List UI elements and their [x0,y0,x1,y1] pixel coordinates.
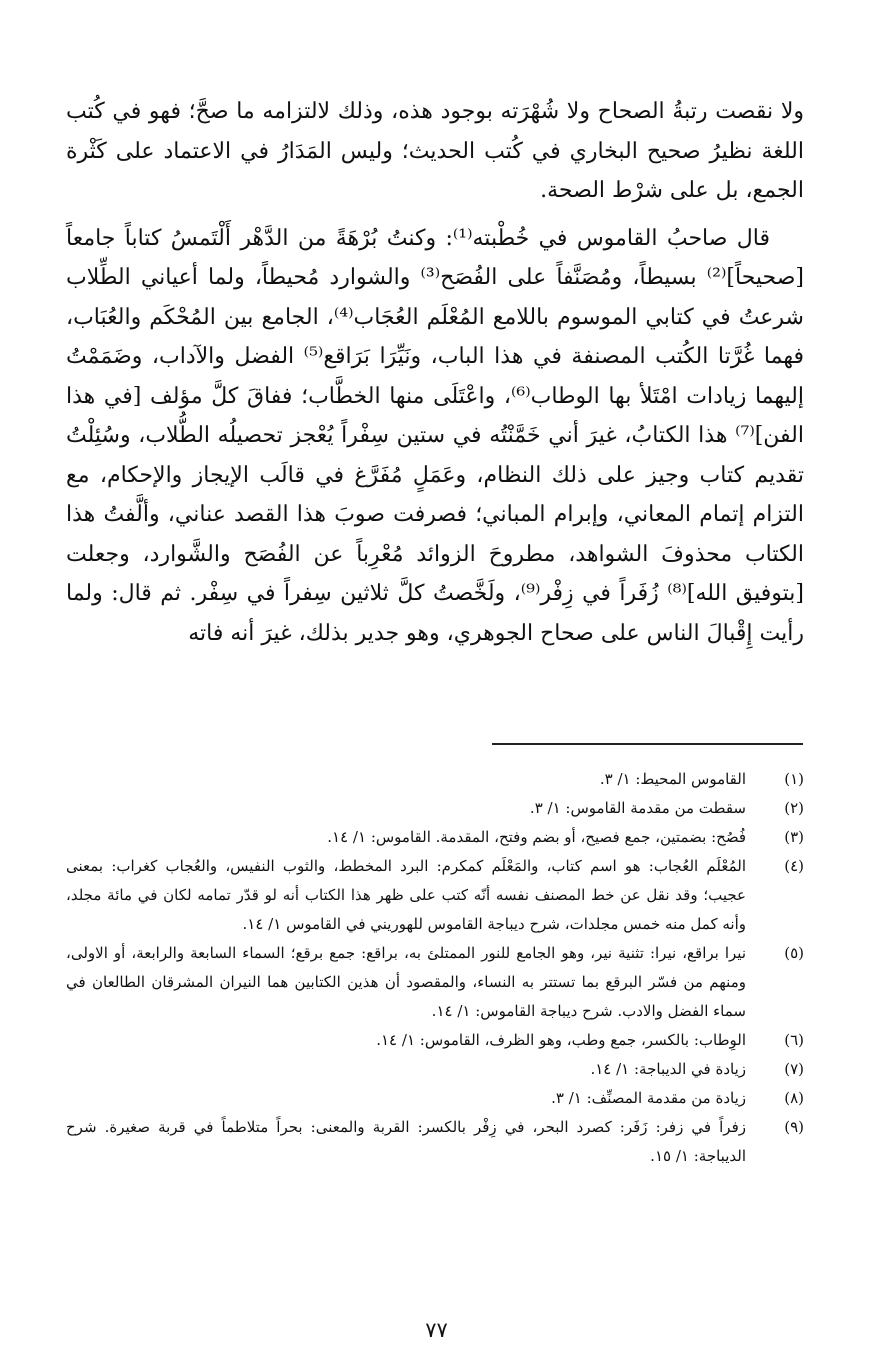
footnote-text: المُعْلَم العُجاب: هو اسم كتاب، والمَعْلَم كمكرم: البرد المخطط، والثوب النفيس، والعُجاب كغراب: بمعنى عجيب؛ وقد نقل عن خط المصنف نفسه أنّه كتب على ظهر هذا الكتاب أنه لو قدّر تمامه لكان في مائة مجلد، وأنه كمل منه خمس مجلدات، شرح ديباجة القاموس للهوريني في القاموس ١/ ١٤. [66,857,746,933]
footnote-number: (٧) [784,1060,804,1078]
paragraph-2: قال صاحبُ القاموس في خُطْبته⁽¹⁾: وكنتُ بُرْهَةً من الدَّهْر أَلْتَمسُ كتاباً جامعاً [صحيحاً]⁽²⁾ بسيطاً، ومُصَنَّفاً على الفُصَح⁽³⁾ والشوارد مُحيطاً، ولما أعياني الطِّلاب شرعتُ في كتابي الموسوم باللامع المُعْلَم العُجَاب⁽⁴⁾، الجامع بين المُحْكَم والعُبَاب، فهما غُرَّتا الكُتب المصنفة في هذا الباب، ونَيِّرَا بَرَاقع⁽⁵⁾ الفضل والآداب، وضَمَمْتُ إليهما زيادات امْتَلأ بها الوطاب⁽⁶⁾، واعْتَلَى منها الخطَّاب؛ ففاقَ كلَّ مؤلف [في هذا الفن]⁽⁷⁾ هذا الكتابُ، غيرَ أني خَمَّنْتُه في ستين سِفْراً يُعْجز تحصيلُه الطُّلاب، وسُئِلْتُ تقديم كتاب وجيز على ذلك النظام، وعَمَلٍ مُفَرَّغ في قالَب الإيجاز والإحكام، مع التزام إتمام المعاني، وإبرام المباني؛ فصرفت صوبَ هذا القصد عناني، وألَّفتُ هذا الكتاب محذوفَ الشواهد، مطروحَ الزوائد مُعْرِباً عن الفُصَح والشَّوارد، وجعلت [بتوفيق الله]⁽⁸⁾ زُفَراً في زِفْر⁽⁹⁾، ولَخَّصتُ كلَّ ثلاثين سِفراً في سِفْر. ثم قال: ولما رأيت إِقْبالَ الناس على صحاح الجوهري، وهو جدير بذلك، غيرَ أنه فاته [66,225,804,646]
footnotes [66,765,804,1171]
footnote-number: (٤) [784,857,804,875]
footnote-number: (١) [784,770,804,788]
footnote-text: زيادة في الديباجة: ١/ ١٤. [590,1060,746,1078]
page-number: ٧٧ [425,1318,448,1342]
footnote-item [66,823,804,852]
footnote-text: الوِطاب: بالكسر، جمع وطب، وهو الظرف، القاموس: ١/ ١٤. [376,1031,746,1049]
footnote-separator [492,743,803,745]
footnote-item [66,852,804,939]
footnote-item [66,1026,804,1055]
main-text [66,92,804,653]
footnote-number: (٣) [784,828,804,846]
footnote-item [66,794,804,823]
footnote-text: فُصُح: بضمتين، جمع فصيح، أو بضم وفتح، المقدمة. القاموس: ١/ ١٤. [327,828,746,846]
footnote-text: زفراً في زفر: زَفَر: كصرد البحر، في زِفْر بالكسر: القربة والمعنى: بحراً متلاطماً في قربة صغيرة. شرح الديباجة: ١/ ١٥. [66,1118,746,1165]
footnote-text: سقطت من مقدمة القاموس: ١/ ٣. [529,799,746,817]
paragraph-1: ولا نقصت رتبةُ الصحاح ولا شُهْرَته بوجود هذه، وذلك لالتزامه ما صحَّ؛ فهو في كُتب اللغة نظيرُ صحيح البخاري في كُتب الحديث؛ وليس المَدَارُ في الاعتماد على كَثْرة الجمع، بل على شرْط الصحة. [66,99,804,203]
footnote-item [66,765,804,794]
footnote-item [66,1113,804,1171]
footnote-number: (٥) [784,944,804,962]
footnote-number: (٩) [784,1118,804,1136]
footnote-text: نيرا براقع، نيرا: تثنية نير، وهو الجامع للنور الممتلئ به، براقع: جمع برقع؛ السماء السابعة والرابعة، أو الاولى، ومنهم من فسّر البرقع بما تستتر به النساء، والمقصود أن هذين الكتابين هما النيران المشرقان الطالعان في سماء الفضل والادب. شرح ديباجة القاموس: ١/ ١٤. [66,944,746,1020]
footnote-number: (٨) [784,1089,804,1107]
footnote-text: القاموس المحيط: ١/ ٣. [599,770,746,788]
footnote-number: (٦) [784,1031,804,1049]
footnote-item [66,939,804,1026]
footnote-number: (٢) [784,799,804,817]
footnote-text: زيادة من مقدمة المصنِّف: ١/ ٣. [551,1089,746,1107]
footnote-item [66,1055,804,1084]
footnote-item [66,1084,804,1113]
